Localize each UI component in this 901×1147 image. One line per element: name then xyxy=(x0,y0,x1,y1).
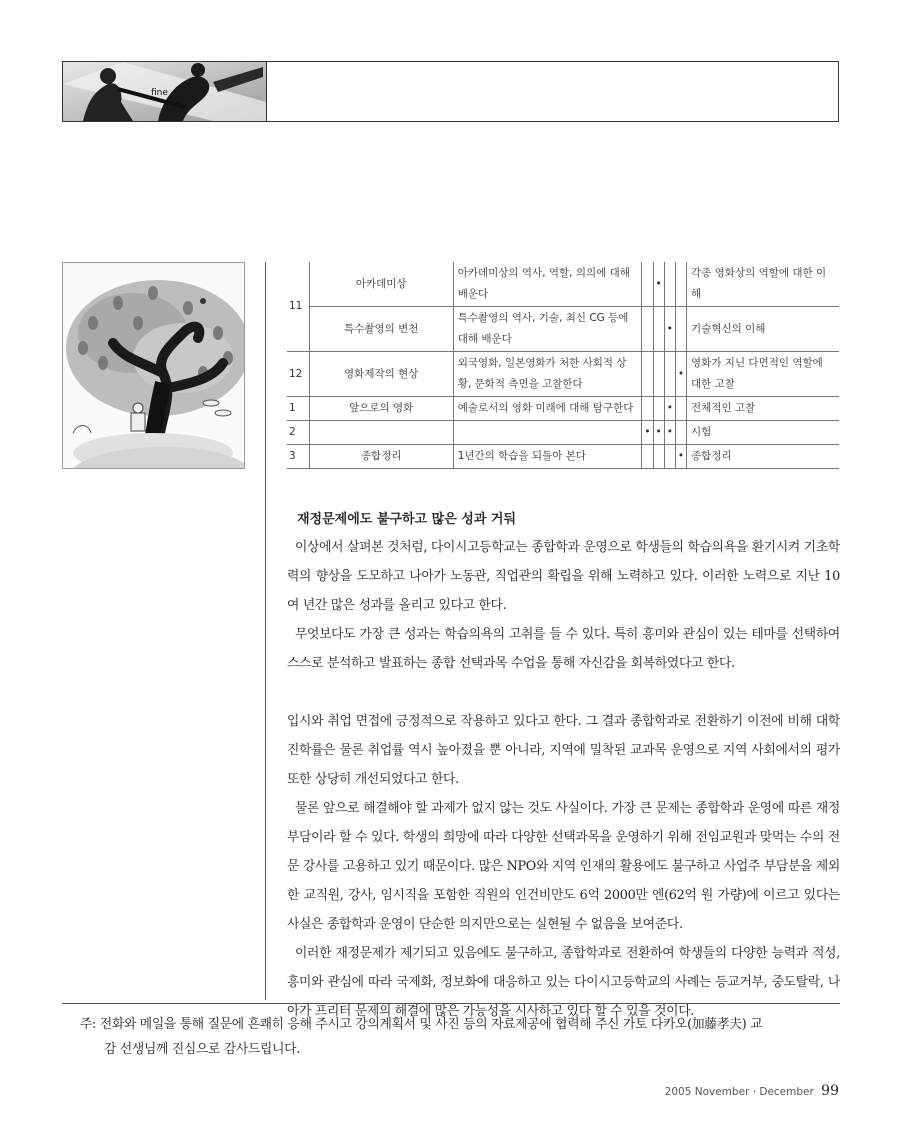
week-cell: 12 xyxy=(287,352,309,397)
check-cell: • xyxy=(642,421,653,445)
page-footer xyxy=(665,1083,839,1099)
table-row xyxy=(287,397,839,421)
goal-cell: 기술혁신의 이해 xyxy=(687,307,839,352)
header-photo xyxy=(63,62,267,121)
paragraph-gap xyxy=(287,678,840,707)
check-cell xyxy=(653,397,664,421)
desc-cell xyxy=(453,421,642,445)
check-cell xyxy=(664,262,675,307)
table-row xyxy=(287,262,839,307)
check-cell xyxy=(675,262,686,307)
check-cell: • xyxy=(664,421,675,445)
header-band xyxy=(62,61,839,122)
issue-label: 2005 November · December xyxy=(664,1086,814,1098)
check-cell xyxy=(642,307,653,352)
check-cell xyxy=(642,262,653,307)
paragraph: 무엇보다도 가장 큰 성과는 학습의욕의 고취를 들 수 있다. 특히 흥미와 관심이 있는 테마를 선택하여 스스로 분석하고 발표하는 종합 선택과목 수업을 통해 자신감을 회복하였다고 한다. xyxy=(287,627,840,671)
footnote-line: 주: 전화와 메일을 통해 질문에 흔쾌히 응해 주시고 강의계획서 및 사진 등의 자료제공에 협력해 주신 가토 다카오(加藤孝夫) 교 xyxy=(80,1017,763,1032)
check-cell xyxy=(653,352,664,397)
header-photo-image xyxy=(63,62,266,121)
title-cell xyxy=(309,421,453,445)
table-row xyxy=(287,307,839,352)
table-row xyxy=(287,445,839,469)
header-photo-logo: fine xyxy=(151,88,168,98)
title-cell: 앞으로의 영화 xyxy=(309,397,453,421)
tree-illustration-image xyxy=(63,263,244,468)
check-cell: • xyxy=(653,421,664,445)
week-cell: 11 xyxy=(287,262,309,352)
goal-cell: 전체적인 고찰 xyxy=(687,397,839,421)
title-cell: 아카데미상 xyxy=(309,262,453,307)
footnote xyxy=(80,1012,840,1062)
check-cell xyxy=(664,352,675,397)
week-cell: 3 xyxy=(287,445,309,469)
check-cell xyxy=(675,421,686,445)
check-cell xyxy=(653,445,664,469)
page-number: 99 xyxy=(821,1083,839,1099)
table-row xyxy=(287,352,839,397)
check-cell xyxy=(642,352,653,397)
check-cell xyxy=(675,307,686,352)
schedule-table-wrapper xyxy=(287,262,839,469)
goal-cell: 영화가 지닌 다면적인 역할에 대한 고찰 xyxy=(687,352,839,397)
goal-cell: 종합정리 xyxy=(687,445,839,469)
paragraph: 물론 앞으로 해결해야 할 과제가 없지 않는 것도 사실이다. 가장 큰 문제는 종합학과 운영에 따른 재정 부담이라 할 수 있다. 학생의 희망에 따라 다양한 선택과목을 운영하기 위해 전임교원과 맞먹는 수의 전문 강사를 고용하고 있기 때문이다. 많은 NPO와 지역 인재의 활용에도 불구하고 사업주 부담분을 제외한 교직원, 강사, 임시직을 포함한 직원의 인건비만도 6억 2000만 엔(62억 원 가량)에 이르고 있다는 사실은 종합학과 운영이 단순한 의지만으로는 실현될 수 없음을 보여준다. xyxy=(287,801,840,932)
schedule-table xyxy=(287,262,839,469)
check-cell xyxy=(642,397,653,421)
check-cell: • xyxy=(664,397,675,421)
table-row xyxy=(287,421,839,445)
column-divider xyxy=(265,262,266,1000)
title-cell: 종합정리 xyxy=(309,445,453,469)
week-cell: 1 xyxy=(287,397,309,421)
article-body xyxy=(287,508,840,1026)
check-cell: • xyxy=(664,307,675,352)
check-cell xyxy=(675,397,686,421)
paragraph: 이러한 재정문제가 제기되고 있음에도 불구하고, 종합학과로 전환하여 학생들의 다양한 능력과 적성, 흥미와 관심에 따라 국제화, 정보화에 대응하고 있는 다이시고등학교의 사례는 등교거부, 중도탈락, 나아가 프리터 문제의 해결에 많은 가능성을 시사하고 있다 할 수 있을 것이다. xyxy=(287,946,840,1019)
tree-illustration xyxy=(62,262,245,469)
desc-cell: 외국영화, 일본영화가 처한 사회적 상황, 문화적 측면을 고찰한다 xyxy=(453,352,642,397)
check-cell xyxy=(664,445,675,469)
check-cell: • xyxy=(675,352,686,397)
desc-cell: 1년간의 학습을 되돌아 본다 xyxy=(453,445,642,469)
paragraph: 이상에서 살펴본 것처럼, 다이시고등학교는 종합학과 운영으로 학생들의 학습의욕을 환기시켜 기초학력의 향상을 도모하고 나아가 노동관, 직업관의 확립을 위해 노력하고 있다. 이러한 노력으로 지난 10여 년간 많은 성과를 올리고 있다고 한다. xyxy=(287,540,840,613)
check-cell xyxy=(642,445,653,469)
goal-cell: 각종 영화상의 역할에 대한 이해 xyxy=(687,262,839,307)
footnote-line: 감 선생님께 진심으로 감사드립니다. xyxy=(104,1042,300,1057)
title-cell: 영화제작의 현상 xyxy=(309,352,453,397)
title-cell: 특수촬영의 변천 xyxy=(309,307,453,352)
goal-cell: 시험 xyxy=(687,421,839,445)
section-heading: 재정문제에도 불구하고 많은 성과 거둬 xyxy=(297,512,517,527)
week-cell: 2 xyxy=(287,421,309,445)
desc-cell: 특수촬영의 역사, 기술, 최신 CG 등에 대해 배운다 xyxy=(453,307,642,352)
paragraph: 입시와 취업 면접에 긍정적으로 작용하고 있다고 한다. 그 결과 종합학과로 전환하기 이전에 비해 대학진학률은 물론 취업률 역시 높아졌을 뿐 아니라, 지역에 밀착된 교과목 운영으로 지역 사회에서의 평가 또한 상당히 개선되었다고 한다. xyxy=(287,714,840,787)
desc-cell: 아카데미상의 역사, 역할, 의의에 대해 배운다 xyxy=(453,262,642,307)
footnote-divider xyxy=(62,1003,840,1004)
desc-cell: 예술로서의 영화 미래에 대해 탐구한다 xyxy=(453,397,642,421)
check-cell xyxy=(653,307,664,352)
check-cell: • xyxy=(653,262,664,307)
check-cell: • xyxy=(675,445,686,469)
